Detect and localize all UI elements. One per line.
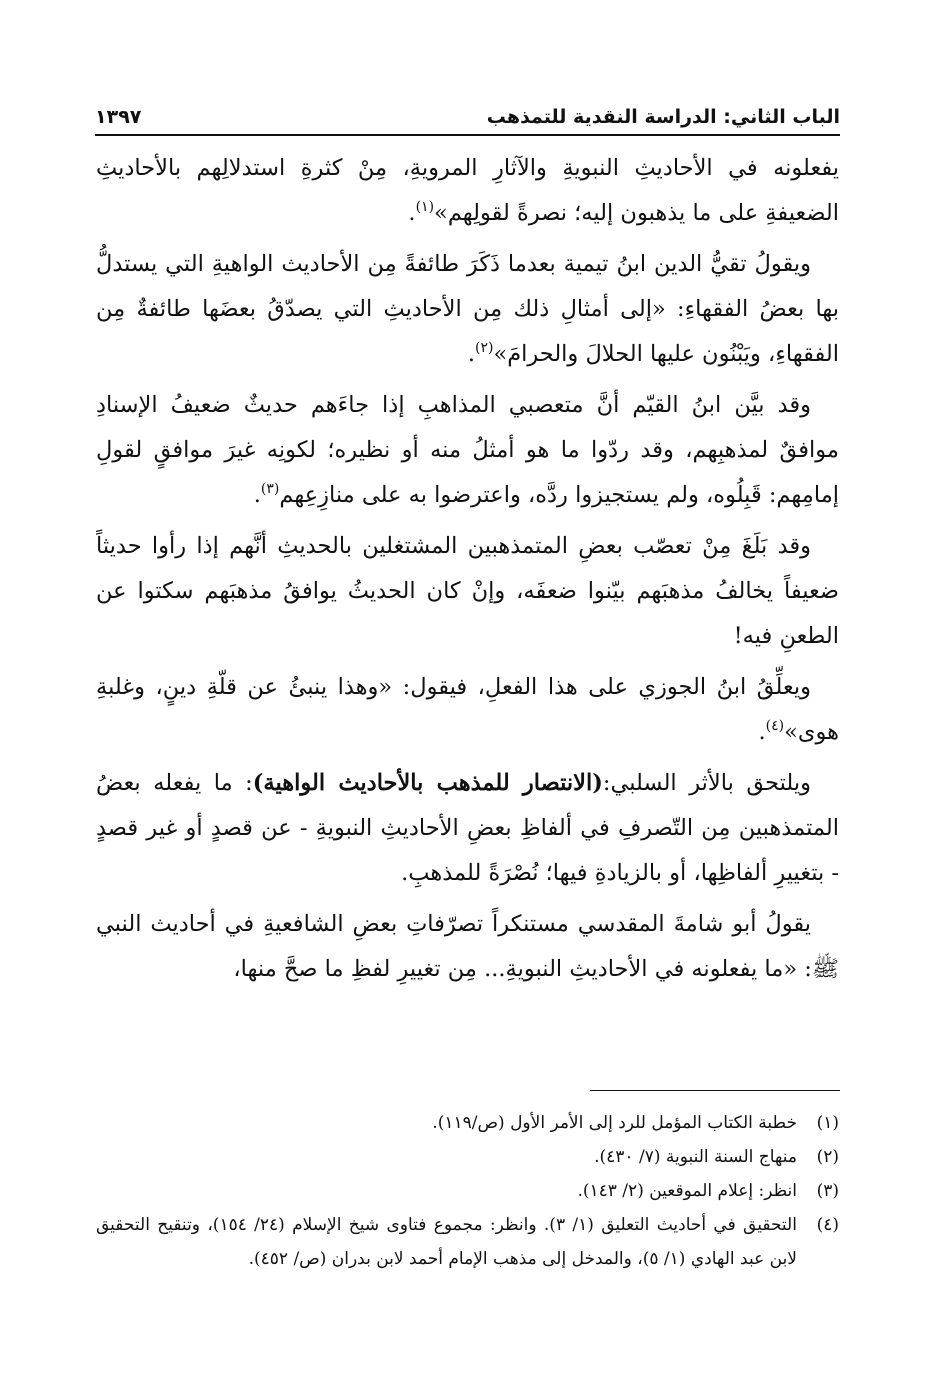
paragraph-end: . — [253, 482, 261, 508]
paragraph-text: يفعلونه في الأحاديثِ النبويةِ والآثارِ المرويةِ، مِنْ كثرةِ استدلالِهم بالأحاديثِ الضعيفةِ على ما يذهبون إليه؛ نصرةً لقولِهم» — [96, 155, 839, 226]
footnote-marker: (٢) — [474, 340, 494, 356]
paragraph — [96, 902, 839, 992]
paragraph-text: ويقولُ تقيُّ الدين ابنُ تيمية بعدما ذَكَرَ طائفةً مِن الأحاديث الواهيةِ التي يستدلُّ بها بعضُ الفقهاءِ: «إلى أمثالِ ذلك مِن الأحاديثِ التي يصدّقُ بعضَها طائفةٌ مِن الفقهاءِ، ويَبْنُون عليها الحلالَ والحرامَ» — [96, 251, 839, 367]
footnote — [96, 1174, 839, 1208]
paragraph-text: : ما يفعله بعضُ المتمذهبين مِن التّصرفِ في ألفاظِ بعضِ الأحاديثِ النبويةِ - عن قصدٍ أو غير قصدٍ - بتغييرِ ألفاظِها، أو بالزيادةِ فيها؛ نُصْرَةً للمذهبِ. — [96, 770, 839, 886]
footnote-number: (٢) — [816, 1147, 839, 1167]
paragraph-end: . — [467, 341, 475, 367]
emphasized-heading: (الانتصار للمذهب بالأحاديث الواهية) — [252, 770, 603, 796]
paragraph-end: . — [758, 719, 766, 745]
paragraph — [96, 242, 839, 377]
paragraph — [96, 524, 839, 659]
footnote-text: التحقيق في أحاديث التعليق (١/ ٣). وانظر: مجموع فتاوى شيخ الإسلام (٢٤/ ١٥٤)، وتنقيح التحقيق لابن عبد الهادي (١/ ٥)، والمدخل إلى مذهب الإمام أحمد لابن بدران (ص/ ٤٥٢). — [96, 1215, 797, 1269]
paragraph-end: . — [408, 200, 416, 226]
paragraph — [96, 383, 839, 518]
paragraph-text: وقد بَلَغَ مِنْ تعصّب بعضِ المتمذهبين المشتغلين بالحديثِ أنَّهم إذا رأوا حديثاً ضعيفاً يخالفُ مذهبَهم بيّنوا ضعفَه، وإنْ كان الحديثُ يوافقُ مذهبَهم سكتوا عن الطعنِ فيه! — [96, 533, 839, 649]
paragraph-text: ويعلِّقُ ابنُ الجوزي على هذا الفعلِ، فيقول: «وهذا ينبئُ عن قلّةِ دينٍ، وغلبةِ هوى» — [96, 674, 839, 745]
footnote-number: (١) — [816, 1113, 839, 1133]
paragraph-lead: ويلتحق بالأثر السلبي: — [602, 770, 812, 796]
paragraph — [96, 665, 839, 755]
footnote-text: انظر: إعلام الموقعين (٢/ ١٤٣). — [577, 1181, 797, 1201]
footnote-text: خطبة الكتاب المؤمل للرد إلى الأمر الأول (ص/١١٩). — [432, 1113, 797, 1133]
footnote — [96, 1140, 839, 1174]
main-text — [96, 146, 839, 1066]
chapter-title: الباب الثاني: الدراسة النقدية للتمذهب — [486, 106, 840, 128]
footnote — [96, 1208, 839, 1276]
footnote-marker: (٣) — [260, 481, 280, 497]
paragraph-text: يقولُ أبو شامةَ المقدسي مستنكراً تصرّفاتِ بعضِ الشافعيةِ في أحاديث النبي ﷺ: «ما يفعلونه في الأحاديثِ النبويةِ... مِن تغييرِ لفظِ ما صحَّ منها، — [96, 911, 839, 982]
footnote — [96, 1106, 839, 1140]
footnote-marker: (١) — [415, 199, 435, 215]
paragraph — [96, 146, 839, 236]
paragraph — [96, 761, 839, 896]
header-rule — [95, 134, 840, 136]
footnote-marker: (٤) — [765, 718, 785, 734]
running-header — [95, 96, 840, 128]
page-number: ١٣٩٧ — [95, 106, 142, 128]
footnote-text: منهاج السنة النبوية (٧/ ٤٣٠). — [594, 1147, 797, 1167]
footnote-number: (٤) — [816, 1215, 839, 1235]
footnote-rule — [590, 1090, 840, 1091]
footnotes — [96, 1106, 839, 1356]
footnote-number: (٣) — [816, 1181, 839, 1201]
paragraph-text: وقد بيَّن ابنُ القيّم أنَّ متعصبي المذاهبِ إذا جاءَهم حديثٌ ضعيفُ الإسنادِ موافقٌ لمذهبِهم، وقد ردّوا ما هو أمثلُ منه أو نظيره؛ لكونِه غيرَ موافقٍ لقولِ إمامِهم: قَبِلُوه، ولم يستجيزوا ردَّه، واعترضوا به على منازِعِهم — [96, 392, 839, 508]
